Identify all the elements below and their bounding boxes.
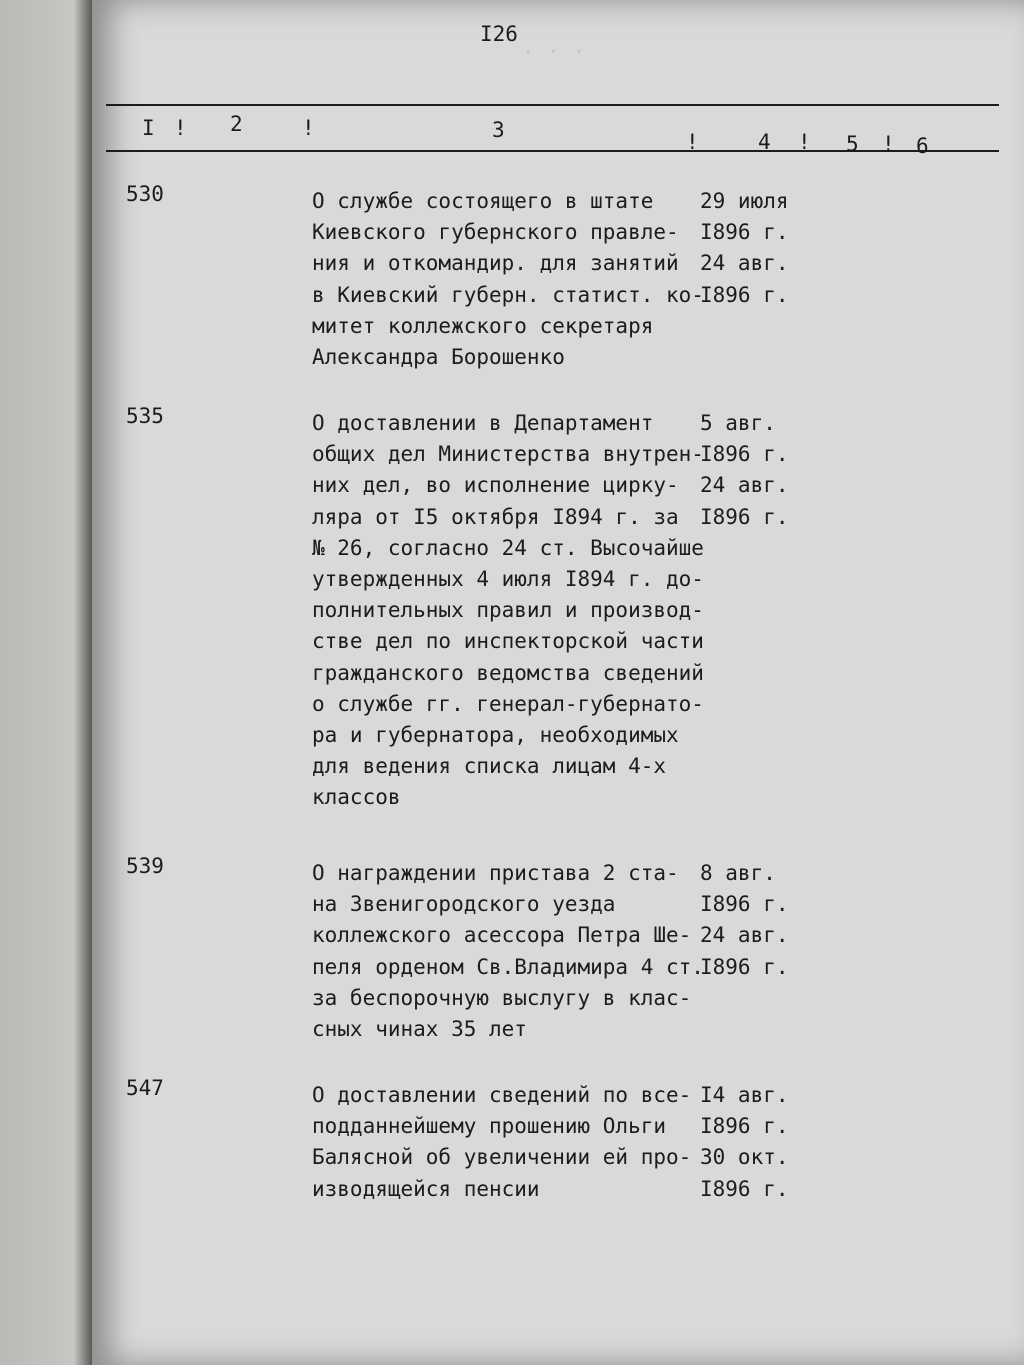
entry-number: 547 <box>126 1076 164 1100</box>
header-col-2: 2 <box>230 112 243 136</box>
header-col-1: I <box>142 116 155 140</box>
description-line: полнительных правил и производ- <box>312 598 704 623</box>
description-line: ляра от I5 октября I894 г. за <box>312 504 679 529</box>
header-col-5: 5 <box>846 132 859 156</box>
header-col-4: 4 <box>758 130 771 154</box>
header-sep: ! <box>798 130 811 154</box>
description-line: гражданского ведомства сведений <box>312 660 704 685</box>
description-line: № 26, согласно 24 ст. Высочайше <box>312 535 704 560</box>
description-line: О доставлении сведений по все- <box>312 1083 692 1107</box>
table-header <box>130 112 990 156</box>
entry-dates <box>700 186 810 311</box>
entry-dates <box>700 408 810 533</box>
entry-number: 539 <box>126 854 164 878</box>
entry-dates <box>700 858 810 983</box>
header-col-6: 6 <box>916 134 929 158</box>
description-line: за беспорочную выслугу в клас- <box>312 985 692 1010</box>
date-line: 29 июля <box>700 189 789 213</box>
date-line: 24 авг. <box>700 923 789 948</box>
header-sep: ! <box>302 116 315 140</box>
description-line: классов <box>312 785 401 810</box>
date-line: 5 авг. <box>700 411 776 435</box>
bleed-through-text: · · · <box>522 40 586 64</box>
header-top-rule <box>106 104 999 106</box>
document-page <box>92 0 1024 1365</box>
page-number: I26 <box>480 22 518 46</box>
description-line: них дел, во исполнение цирку- <box>312 473 679 498</box>
date-line: 8 авг. <box>700 861 776 885</box>
description-line: подданнейшему прошению Ольги <box>312 1114 667 1139</box>
description-line: общих дел Министерства внутрен- <box>312 442 704 467</box>
date-line: I896 г. <box>700 1176 789 1201</box>
description-line: сных чинах 35 лет <box>312 1017 527 1042</box>
description-line: митет коллежского секретаря <box>312 313 654 338</box>
description-line: ра и губернатора, необходимых <box>312 723 679 748</box>
date-line: I896 г. <box>700 220 789 245</box>
date-line: I4 авг. <box>700 1083 789 1107</box>
header-sep: ! <box>174 116 187 140</box>
description-line: пеля орденом Св.Владимира 4 ст. <box>312 954 704 979</box>
date-line: I896 г. <box>700 442 789 467</box>
description-line: в Киевский губерн. статист. ко- <box>312 282 704 307</box>
date-line: 24 авг. <box>700 251 789 276</box>
description-line: стве дел по инспекторской части <box>312 629 704 654</box>
description-line: Балясной об увеличении ей про- <box>312 1145 692 1170</box>
description-line: утвержденных 4 июля I894 г. до- <box>312 567 704 592</box>
entry-description <box>312 858 732 1045</box>
description-line: Киевского губернского правле- <box>312 220 679 245</box>
date-line: I896 г. <box>700 282 789 307</box>
description-line: на Звенигородского уезда <box>312 892 616 917</box>
date-line: I896 г. <box>700 504 789 529</box>
description-line: изводящейся пенсии <box>312 1176 540 1201</box>
date-line: I896 г. <box>700 1114 789 1139</box>
entry-dates <box>700 1080 810 1205</box>
header-col-3: 3 <box>492 118 505 142</box>
description-line: О доставлении в Департамент <box>312 411 654 435</box>
date-line: I896 г. <box>700 954 789 979</box>
description-line: О службе состоящего в штате <box>312 189 654 213</box>
description-line: о службе гг. генерал-губернато- <box>312 691 704 716</box>
entry-number: 530 <box>126 182 164 206</box>
adjacent-page-edge <box>0 0 92 1365</box>
date-line: 24 авг. <box>700 473 789 498</box>
description-line: Александра Борошенко <box>312 345 565 370</box>
header-sep: ! <box>686 130 699 154</box>
date-line: I896 г. <box>700 892 789 917</box>
entry-description <box>312 1080 732 1205</box>
entry-description <box>312 186 732 373</box>
description-line: ния и откомандир. для занятий <box>312 251 679 276</box>
entry-number: 535 <box>126 404 164 428</box>
description-line: для ведения списка лицам 4-х <box>312 754 667 779</box>
description-line: О награждении пристава 2 ста- <box>312 861 679 885</box>
header-sep: ! <box>882 132 895 156</box>
entry-description <box>312 408 732 814</box>
date-line: 30 окт. <box>700 1145 789 1170</box>
description-line: коллежского асессора Петра Ше- <box>312 923 692 948</box>
